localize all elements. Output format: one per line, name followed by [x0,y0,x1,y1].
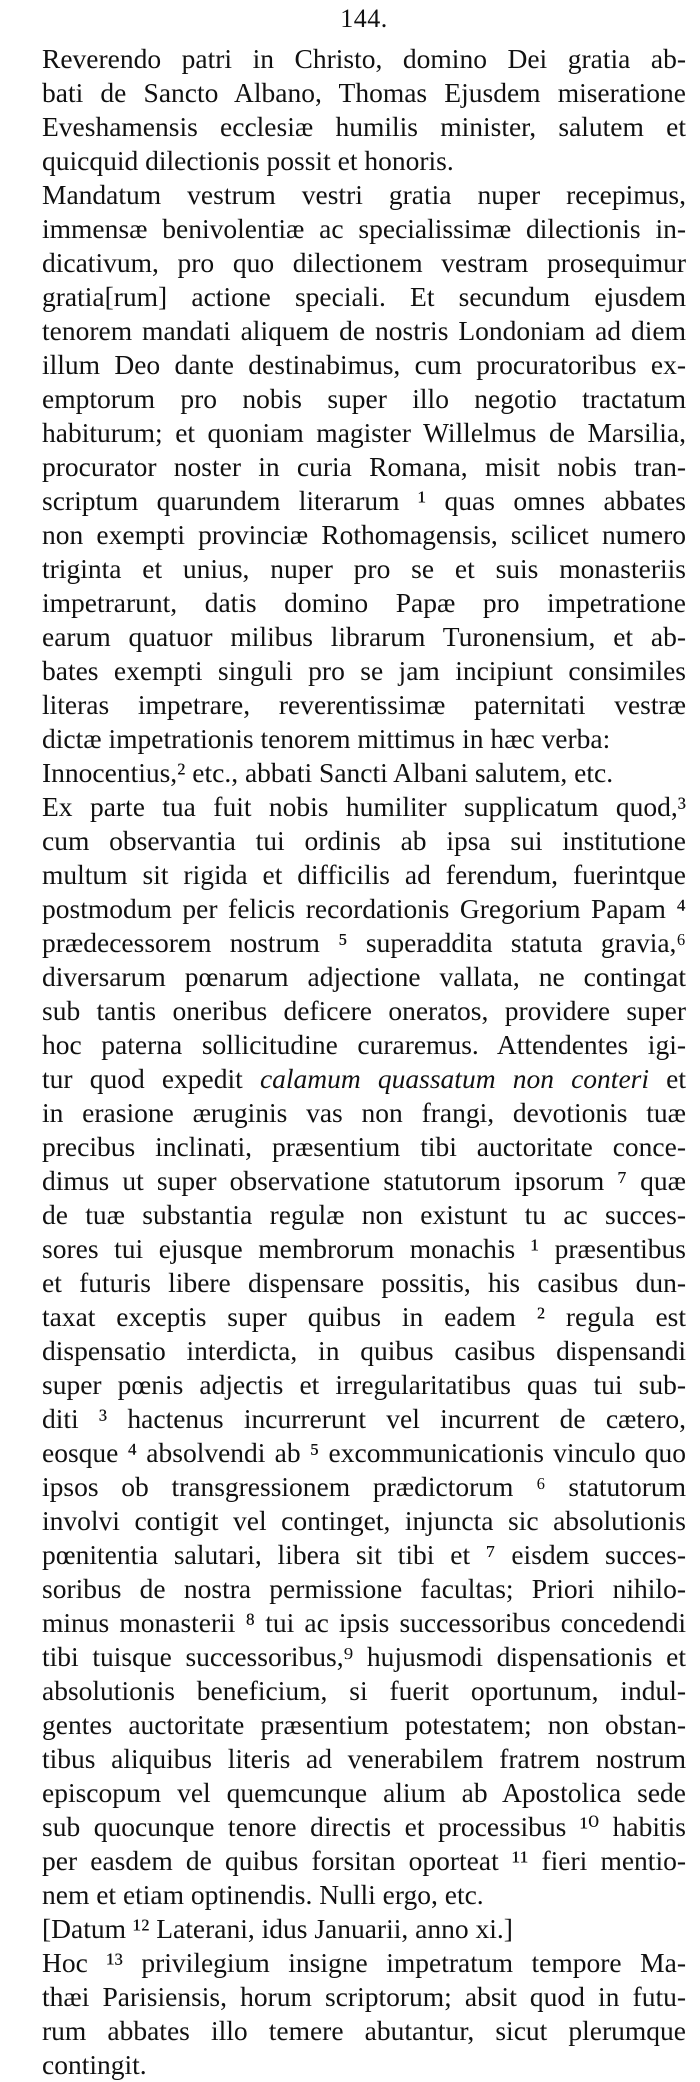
text-line: et futuris libere dispensare possitis, his casibus dun- [42,1267,686,1298]
text-line: diti ³ hactenus incurrerunt vel incurrent de cætero, [42,1403,686,1434]
text-line: tur quod expedit calamum quassatum non conteri et [42,1063,686,1094]
text-line: diversarum pœnarum adjectione vallata, ne contingat [42,961,686,992]
text-line: bati de Sancto Albano, Thomas Ejusdem miseratione [42,77,686,108]
paragraph [42,1946,686,2082]
text-line: ipsos ob transgressionem prædictorum ⁶ statutorum [42,1471,686,1502]
text-line: Innocentius,² etc., abbati Sancti Albani salutem, etc. [42,757,614,788]
text-line: nem et etiam optinendis. Nulli ergo, etc. [42,1879,484,1910]
text-line: Reverendo patri in Christo, domino Dei gratia ab- [42,43,686,74]
text-line: hoc paterna sollicitudine curaremus. Attendentes igi- [42,1029,686,1060]
text-line: sub tantis oneribus deficere oneratos, providere super [42,995,686,1026]
text-line: pœnitentia salutari, libera sit tibi et ⁷ eisdem succes- [42,1539,686,1570]
text-line: precibus inclinati, præsentium tibi auctoritate conce- [42,1131,686,1162]
text-line: procurator noster in curia Romana, misit nobis tran- [42,451,686,482]
paragraph [42,1912,686,1946]
paragraph [42,178,686,756]
text-line: contingit. [42,2049,147,2080]
text-line: taxat exceptis super quibus in eadem ² regula est [42,1301,686,1332]
paragraph [42,42,686,178]
text-line: absolutionis beneficium, si fuerit oportunum, indul- [42,1675,686,1706]
paragraph [42,790,686,1912]
text-line: cum observantia tui ordinis ab ipsa sui institutione [42,825,686,856]
text-line: postmodum per felicis recordationis Gregorium Papam ⁴ [42,893,686,924]
text-line: Ex parte tua fuit nobis humiliter supplicatum quod,³ [42,791,686,822]
text-line: quicquid dilectionis possit et honoris. [42,145,454,176]
text-line: involvi contigit vel continget, injuncta sic absolutionis [42,1505,686,1536]
paragraph [42,756,686,790]
text-line: de tuæ substantia regulæ non existunt tu ac succes- [42,1199,686,1230]
text-line: tibus aliquibus literis ad venerabilem fratrem nostrum [42,1743,686,1774]
text-line: immensæ benivolentiæ ac specialissimæ dilectionis in- [42,213,686,244]
text-line: [Datum ¹² Laterani, idus Januarii, anno xi.] [42,1913,513,1944]
text-line: tibi tuisque successoribus,⁹ hujusmodi dispensationis et [42,1641,686,1672]
italic-quotation: calamum quassatum non conteri [259,1063,649,1094]
text-line: bates exempti singuli pro se jam incipiunt consimiles [42,655,686,686]
text-line: dicativum, pro quo dilectionem vestram prosequimur [42,247,686,278]
text-line: impetrarunt, datis domino Papæ pro impetratione [42,587,686,618]
text-line: super pœnis adjectis et irregularitatibus quas tui sub- [42,1369,686,1400]
text-line: habiturum; et quoniam magister Willelmus de Marsilia, [42,417,686,448]
text-line: dimus ut super observatione statutorum ipsorum ⁷ quæ [42,1165,686,1196]
text-line: literas impetrare, reverentissimæ paternitati vestræ [42,689,686,720]
text-line: dispensatio interdicta, in quibus casibus dispensandi [42,1335,686,1366]
text-line: sub quocunque tenore directis et processibus ¹⁰ habitis [42,1811,686,1842]
text-line: tenorem mandati aliquem de nostris Londoniam ad diem [42,315,686,346]
text-line: emptorum pro nobis super illo negotio tractatum [42,383,686,414]
body-text [42,42,686,2082]
text-line: illum Deo dante destinabimus, cum procuratoribus ex- [42,349,686,380]
text-line: per easdem de quibus forsitan oporteat ¹¹ fieri mentio- [42,1845,686,1876]
text-line: thæi Parisiensis, horum scriptorum; absit quod in futu- [42,1981,686,2012]
text-line: gentes auctoritate præsentium potestatem; non obstan- [42,1709,686,1740]
text-line: non exempti provinciæ Rothomagensis, scilicet numero [42,519,686,550]
text-line: sores tui ejusque membrorum monachis ¹ præsentibus [42,1233,686,1264]
text-line: minus monasterii ⁸ tui ac ipsis successoribus concedendi [42,1607,686,1638]
text-line: dictæ impetrationis tenorem mittimus in hæc verba: [42,723,611,754]
text-line: in erasione æruginis vas non frangi, devotionis tuæ [42,1097,686,1128]
text-line: Hoc ¹³ privilegium insigne impetratum tempore Ma- [42,1947,686,1978]
text-line: episcopum vel quemcunque alium ab Apostolica sede [42,1777,686,1808]
text-line: soribus de nostra permissione facultas; Priori nihilo- [42,1573,686,1604]
text-line: Mandatum vestrum vestri gratia nuper recepimus, [42,179,686,210]
text-line: scriptum quarundem literarum ¹ quas omnes abbates [42,485,686,516]
text-line: Eveshamensis ecclesiæ humilis minister, salutem et [42,111,686,142]
text-line: gratia[rum] actione speciali. Et secundum ejusdem [42,281,686,312]
text-line: rum abbates illo temere abutantur, sicut plerumque [42,2015,686,2046]
text-line: eosque ⁴ absolvendi ab ⁵ excommunicationis vinculo quo [42,1437,686,1468]
text-line: multum sit rigida et difficilis ad ferendum, fuerintque [42,859,686,890]
text-line: earum quatuor milibus librarum Turonensium, et ab- [42,621,686,652]
page-number: 144. [340,4,388,33]
text-line: triginta et unius, nuper pro se et suis monasteriis [42,553,686,584]
text-line: prædecessorem nostrum ⁵ superaddita statuta gravia,⁶ [42,927,686,958]
